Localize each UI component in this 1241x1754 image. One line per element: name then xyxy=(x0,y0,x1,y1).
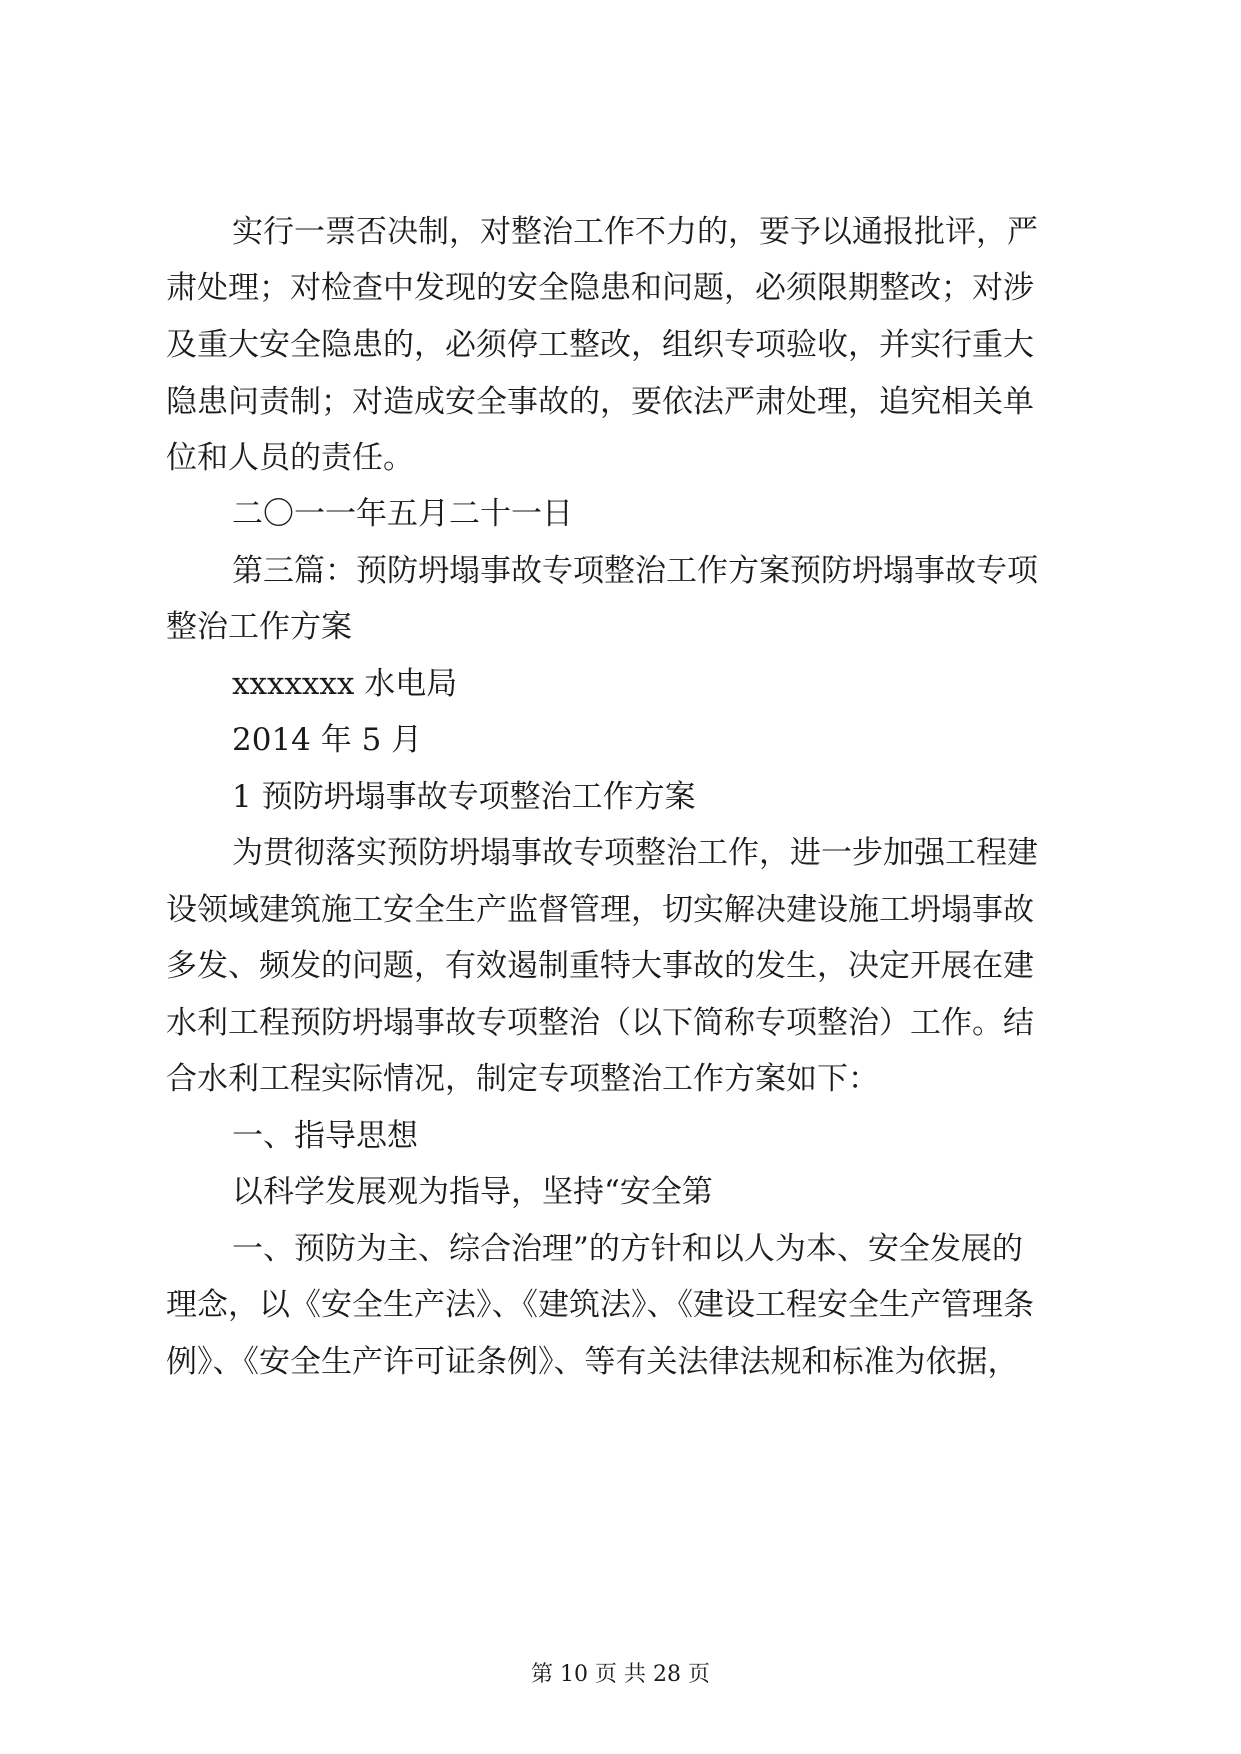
paragraph-line: 位和人员的责任。 xyxy=(166,440,414,476)
paragraph-line: 例》、《安全生产许可证条例》、等有关法律法规和标准为依据， xyxy=(166,1344,1019,1380)
paragraph-line: 以科学发展观为指导，坚持“安全第 xyxy=(232,1174,713,1210)
section-heading: 一、指导思想 xyxy=(232,1118,418,1154)
section-heading: 1 预防坍塌事故专项整治工作方案 xyxy=(232,779,696,815)
paragraph-line: 多发、频发的问题，有效遏制重特大事故的发生，决定开展在建 xyxy=(166,948,1034,984)
date-line: 2014 年 5 月 xyxy=(232,722,423,758)
paragraph-line: 设领域建筑施工安全生产监督管理，切实解决建设施工坍塌事故 xyxy=(166,892,1034,928)
organization-line: xxxxxxx 水电局 xyxy=(232,666,458,702)
paragraph-line: 实行一票否决制，对整治工作不力的，要予以通报批评，严 xyxy=(232,214,1038,250)
paragraph-line: 一、预防为主、综合治理”的方针和以人为本、安全发展的 xyxy=(232,1231,1023,1267)
date-line: 二〇一一年五月二十一日 xyxy=(232,496,573,532)
paragraph-line: 合水利工程实际情况，制定专项整治工作方案如下： xyxy=(166,1061,879,1097)
section-heading: 第三篇：预防坍塌事故专项整治工作方案预防坍塌事故专项 xyxy=(232,553,1038,589)
page-number-footer: 第 10 页 共 28 页 xyxy=(531,1662,710,1687)
paragraph-line: 水利工程预防坍塌事故专项整治（以下简称专项整治）工作。结 xyxy=(166,1005,1034,1041)
paragraph-line: 肃处理；对检查中发现的安全隐患和问题，必须限期整改；对涉 xyxy=(166,270,1034,306)
paragraph-line: 隐患问责制；对造成安全事故的，要依法严肃处理，追究相关单 xyxy=(166,384,1034,420)
paragraph-line: 理念，以《安全生产法》、《建筑法》、《建设工程安全生产管理条 xyxy=(166,1287,1034,1323)
paragraph-line: 及重大安全隐患的，必须停工整改，组织专项验收，并实行重大 xyxy=(166,327,1034,363)
section-heading: 整治工作方案 xyxy=(166,609,352,645)
paragraph-line: 为贯彻落实预防坍塌事故专项整治工作，进一步加强工程建 xyxy=(232,835,1038,871)
